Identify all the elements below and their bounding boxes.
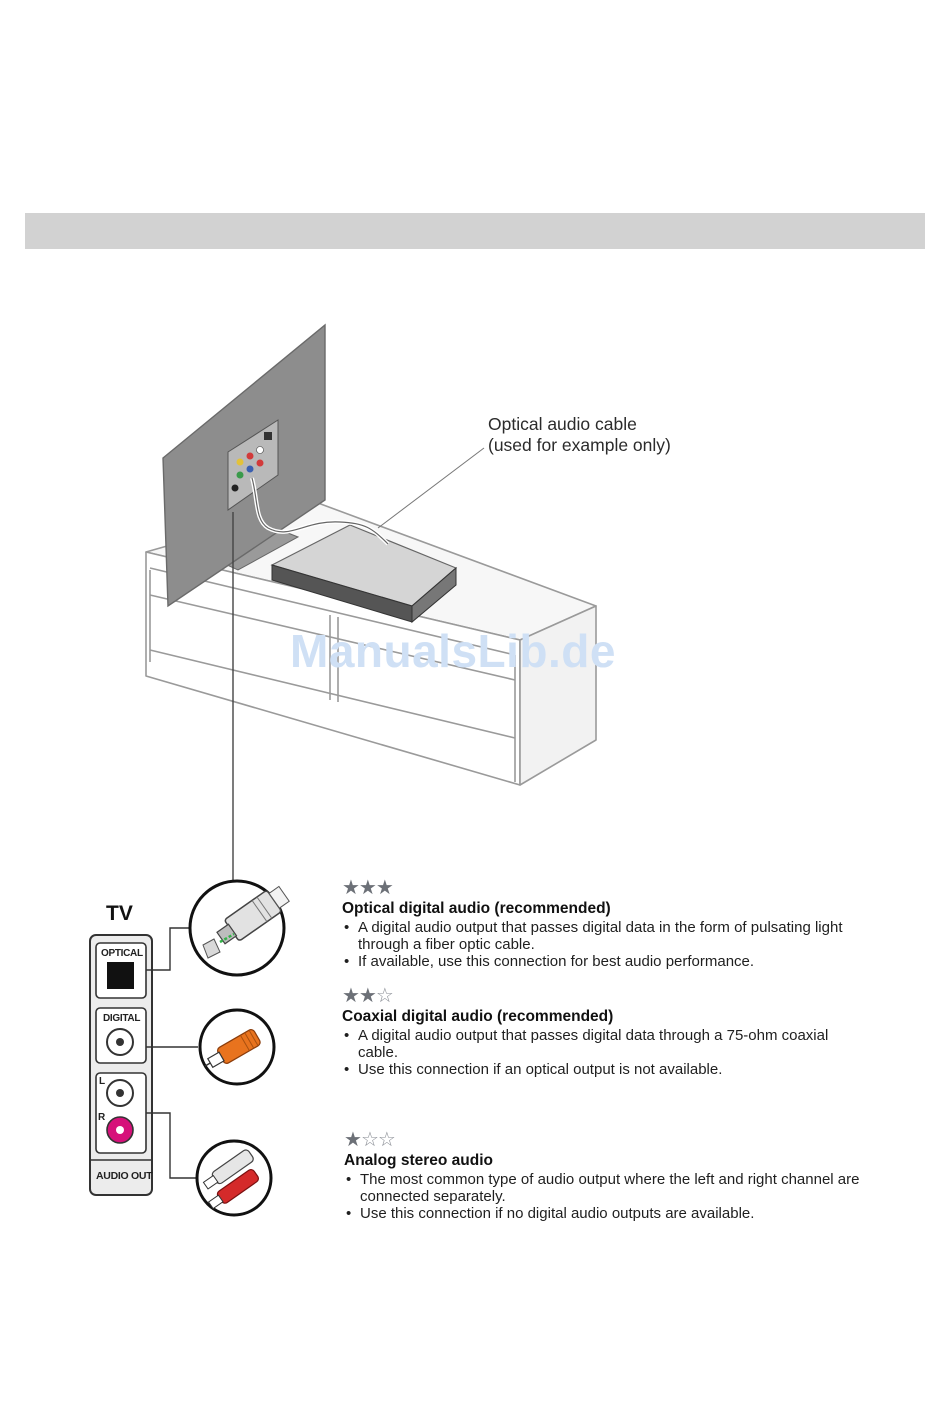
digital-port-label: DIGITAL [103,1013,141,1024]
option-optical [342,878,862,972]
optical-cable-callout [488,414,671,456]
left-channel-label: L [99,1076,105,1087]
option-title: Analog stereo audio [344,1152,493,1169]
coaxial-plug-zoom [200,1010,274,1084]
tv-audio-panel [90,935,152,1195]
option-bullet: • The most common type of audio output where the left and right channel are connected separately. [344,1172,864,1205]
option-bullet: • A digital audio output that passes digital data through a 75-ohm coaxial cable. [342,1028,862,1061]
rating-stars: ★★☆ [342,985,393,1007]
analog-plugs-zoom [197,1141,271,1215]
watermark: ManualsLib.de [290,625,616,677]
optical-port-label: OPTICAL [101,948,143,959]
rating-stars: ★★★ [342,877,393,899]
option-coaxial [342,986,862,1080]
optical-plug-zoom [190,881,292,975]
right-channel-label: R [98,1112,105,1123]
callout-line-2: (used for example only) [488,435,671,455]
option-analog [344,1130,864,1224]
option-title: Optical digital audio (recommended) [342,900,611,917]
rating-stars: ★☆☆ [344,1129,395,1151]
callout-leader [378,448,484,528]
option-title: Coaxial digital audio (recommended) [342,1008,614,1025]
option-bullet: • Use this connection if an optical output is not available. [342,1062,862,1079]
option-bullet: • A digital audio output that passes digital data in the form of pulsating light through a fiber optic cable. [342,920,862,953]
tv-label: TV [106,902,133,925]
audio-out-label: AUDIO OUT [96,1170,153,1182]
option-bullet: • Use this connection if no digital audio outputs are available. [344,1206,864,1223]
callout-line-1: Optical audio cable [488,414,637,434]
port-connector-lines [146,928,198,1178]
option-bullet: • If available, use this connection for best audio performance. [342,954,862,971]
